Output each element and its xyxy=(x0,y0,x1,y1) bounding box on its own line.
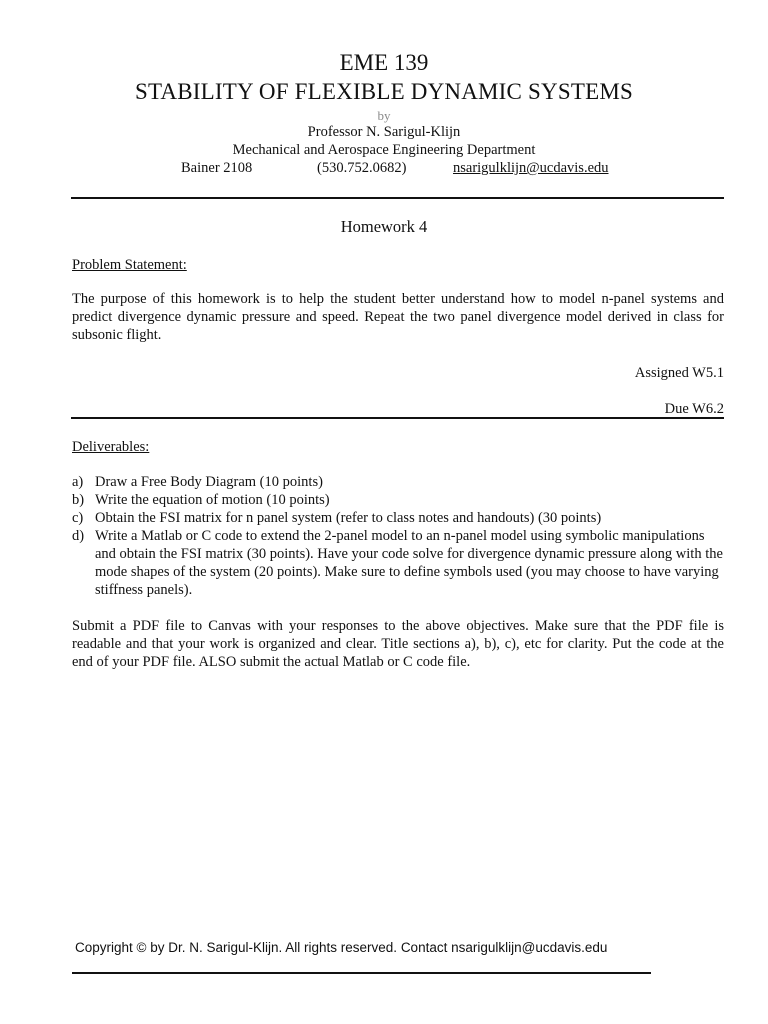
submission-instructions: Submit a PDF file to Canvas with your responses to the above objectives. Make sure that the PDF file is readable and that your work is organized and clear. Title sections a), b), c), etc for clarity. Put the code at the end of your PDF file. ALSO submit the actual Matlab or C code file. xyxy=(72,618,724,670)
professor-name: Professor N. Sarigul-Klijn xyxy=(307,124,461,140)
email-link[interactable]: nsarigulklijn@ucdavis.edu xyxy=(453,160,609,176)
office-location: Bainer 2108 xyxy=(181,160,253,176)
due-date: Due W6.2 xyxy=(664,401,724,417)
department: Mechanical and Aerospace Engineering Department xyxy=(232,142,536,158)
list-item xyxy=(72,509,724,527)
list-item xyxy=(72,527,724,599)
homework-title: Homework 4 xyxy=(340,217,428,236)
copyright-notice: Copyright © by Dr. N. Sarigul-Klijn. All rights reserved. Contact nsarigulklijn@ucdavis.edu xyxy=(75,940,608,955)
deliverables-list xyxy=(72,473,724,599)
list-item-text: Write a Matlab or C code to extend the 2-panel model to an n-panel model using symbolic manipulations and obtain the FSI matrix (30 points). Have your code solve for divergence dynamic pressure along with the mode shapes of the system (20 points). Make sure to define symbols used (you may choose to have varying stiffness panels). xyxy=(95,528,723,598)
purpose-paragraph: The purpose of this homework is to help the student better understand how to model n-panel systems and predict divergence dynamic pressure and speed. Repeat the two panel divergence model derived in class for subsonic flight. xyxy=(72,291,724,343)
list-item-text: Draw a Free Body Diagram (10 points) xyxy=(95,474,323,490)
assigned-date: Assigned W5.1 xyxy=(634,365,724,381)
by-line: by xyxy=(377,108,391,123)
header-divider xyxy=(71,197,724,199)
list-marker: b) xyxy=(72,492,85,508)
list-item-text: Obtain the FSI matrix for n panel system (refer to class notes and handouts) (30 points) xyxy=(95,510,602,526)
list-marker: c) xyxy=(72,510,84,526)
course-title: STABILITY OF FLEXIBLE DYNAMIC SYSTEMS xyxy=(135,79,633,104)
list-marker: a) xyxy=(72,474,84,490)
list-item-text: Write the equation of motion (10 points) xyxy=(95,492,330,508)
problem-statement-heading: Problem Statement: xyxy=(72,257,187,273)
section-divider xyxy=(71,417,724,419)
list-item xyxy=(72,491,724,509)
phone-number: (530.752.0682) xyxy=(317,160,407,176)
list-item xyxy=(72,473,724,491)
footer-divider xyxy=(72,972,651,974)
deliverables-heading: Deliverables: xyxy=(72,439,150,455)
list-marker: d) xyxy=(72,528,85,544)
course-code: EME 139 xyxy=(339,50,429,75)
